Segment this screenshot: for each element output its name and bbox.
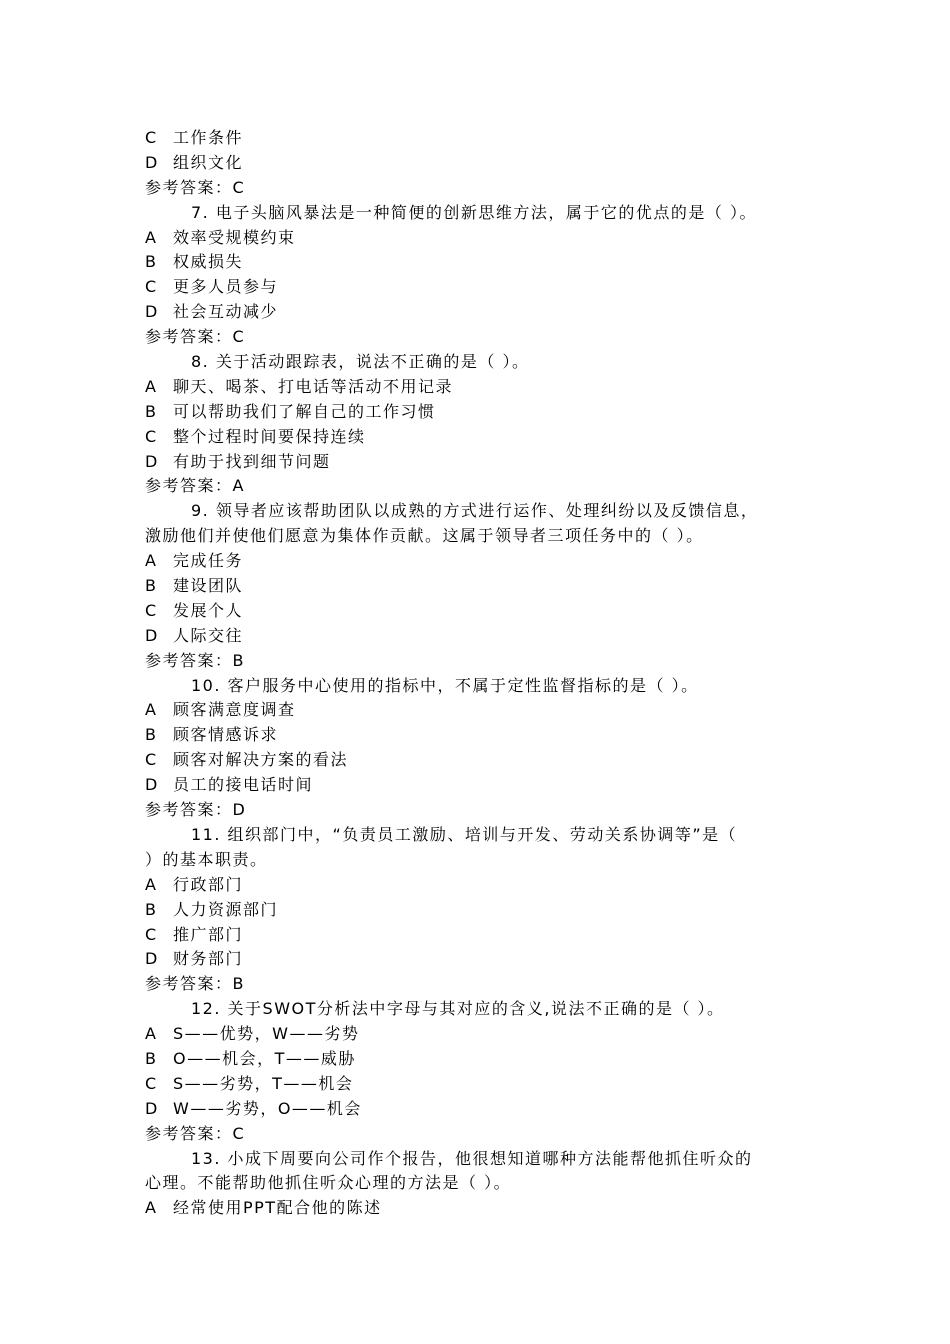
option-text: 发展个人 [173, 600, 244, 620]
option-letter: C [145, 1073, 158, 1093]
option-letter: C [145, 128, 158, 147]
option-letter: C [145, 600, 158, 620]
option-text: 行政部门 [173, 874, 244, 894]
question-text: 9. 领导者应该帮助团队以成熟的方式进行运作、处理纠纷以及反馈信息， [191, 501, 759, 521]
answer-option [145, 773, 825, 798]
option-letter: A [145, 874, 158, 894]
option-text: 社会互动减少 [173, 302, 279, 322]
answer-option [145, 250, 825, 275]
answer-option [145, 1047, 825, 1072]
option-letter: A [145, 700, 158, 720]
option-letter: B [145, 252, 158, 272]
option-text: 建设团队 [173, 576, 244, 596]
question-text: 7. 电子头脑风暴法是一种简便的创新思维方法，属于它的优点的是（ ）。 [191, 202, 757, 222]
option-letter: B [145, 401, 158, 421]
answer-option [145, 898, 825, 923]
option-letter: B [145, 576, 158, 596]
option-text: 更多人员参与 [173, 277, 279, 297]
answer-option [145, 1097, 825, 1122]
option-letter: B [145, 899, 158, 919]
answer-option [145, 450, 825, 475]
answer-option [145, 300, 825, 325]
answer-option [145, 624, 825, 649]
question-text-continued: 激励他们并使他们愿意为集体作贡献。这属于领导者三项任务中的（ ）。 [145, 526, 704, 546]
answer-option [145, 574, 825, 599]
option-letter: A [145, 1198, 158, 1218]
option-letter: D [145, 1098, 159, 1118]
option-text: S——劣势，T——机会 [173, 1073, 354, 1093]
answer-option [145, 151, 825, 176]
option-letter: D [145, 949, 159, 969]
option-letter: D [145, 451, 159, 471]
option-text: W——劣势，O——机会 [173, 1098, 362, 1118]
option-text: O——机会，T——威胁 [173, 1048, 356, 1068]
option-text: 有助于找到细节问题 [173, 451, 331, 471]
option-letter: D [145, 775, 159, 795]
option-text: 人际交往 [173, 625, 244, 645]
option-letter: A [145, 1024, 158, 1044]
option-text: 工作条件 [173, 128, 244, 147]
question-text-continued: 心理。不能帮助他抓住听众心理的方法是（ ）。 [145, 1173, 512, 1193]
option-text: 聊天、喝茶、打电话等活动不用记录 [173, 376, 454, 396]
option-text: 经常使用PPT配合他的陈述 [173, 1198, 382, 1218]
question-text: 12. 关于SWOT分析法中字母与其对应的含义,说法不正确的是（ ）。 [191, 999, 725, 1019]
reference-answer: 参考答案：B [145, 974, 245, 994]
answer-option [145, 425, 825, 450]
answer-option [145, 375, 825, 400]
answer-option [145, 947, 825, 972]
option-letter: D [145, 152, 159, 172]
question-text: 10. 客户服务中心使用的指标中，不属于定性监督指标的是（ ）。 [191, 675, 699, 695]
answer-option [145, 698, 825, 723]
document-body [145, 126, 825, 1221]
answer-option [145, 275, 825, 300]
option-letter: D [145, 302, 159, 322]
option-letter: C [145, 426, 158, 446]
reference-answer: 参考答案：D [145, 800, 247, 820]
option-text: 人力资源部门 [173, 899, 279, 919]
answer-option [145, 723, 825, 748]
question-text: 13. 小成下周要向公司作个报告，他很想知道哪种方法能帮他抓住听众的 [191, 1148, 753, 1168]
answer-option [145, 1022, 825, 1047]
option-text: 组织文化 [173, 152, 244, 172]
question-text: 11. 组织部门中，“负责员工激励、培训与开发、劳动关系协调等”是（ [191, 824, 738, 844]
option-letter: A [145, 551, 158, 571]
option-letter: A [145, 376, 158, 396]
option-letter: C [145, 277, 158, 297]
option-letter: A [145, 227, 158, 247]
option-text: 权威损失 [173, 252, 244, 272]
answer-option [145, 226, 825, 251]
option-letter: C [145, 924, 158, 944]
option-text: 顾客满意度调查 [173, 700, 296, 720]
option-letter: C [145, 750, 158, 770]
answer-option [145, 126, 825, 151]
reference-answer: 参考答案：A [145, 476, 245, 496]
answer-option [145, 1072, 825, 1097]
question-text: 8. 关于活动跟踪表，说法不正确的是（ ）。 [191, 352, 530, 372]
option-text: S——优势，W——劣势 [173, 1024, 360, 1044]
option-text: 推广部门 [173, 924, 244, 944]
reference-answer: 参考答案：C [145, 177, 246, 197]
reference-answer: 参考答案：C [145, 1123, 246, 1143]
reference-answer: 参考答案：B [145, 650, 245, 670]
option-text: 顾客对解决方案的看法 [173, 750, 349, 770]
option-text: 可以帮助我们了解自己的工作习惯 [173, 401, 436, 421]
question-text-continued: ）的基本职责。 [145, 849, 268, 869]
option-text: 财务部门 [173, 949, 244, 969]
answer-option [145, 748, 825, 773]
answer-option [145, 400, 825, 425]
option-text: 整个过程时间要保持连续 [173, 426, 366, 446]
answer-option [145, 873, 825, 898]
option-letter: B [145, 725, 158, 745]
answer-option [145, 1196, 825, 1221]
option-text: 完成任务 [173, 551, 244, 571]
option-text: 员工的接电话时间 [173, 775, 314, 795]
option-text: 效率受规模约束 [173, 227, 296, 247]
answer-option [145, 923, 825, 948]
answer-option [145, 599, 825, 624]
option-text: 顾客情感诉求 [173, 725, 279, 745]
option-letter: B [145, 1048, 158, 1068]
reference-answer: 参考答案：C [145, 327, 246, 347]
answer-option [145, 549, 825, 574]
option-letter: D [145, 625, 159, 645]
